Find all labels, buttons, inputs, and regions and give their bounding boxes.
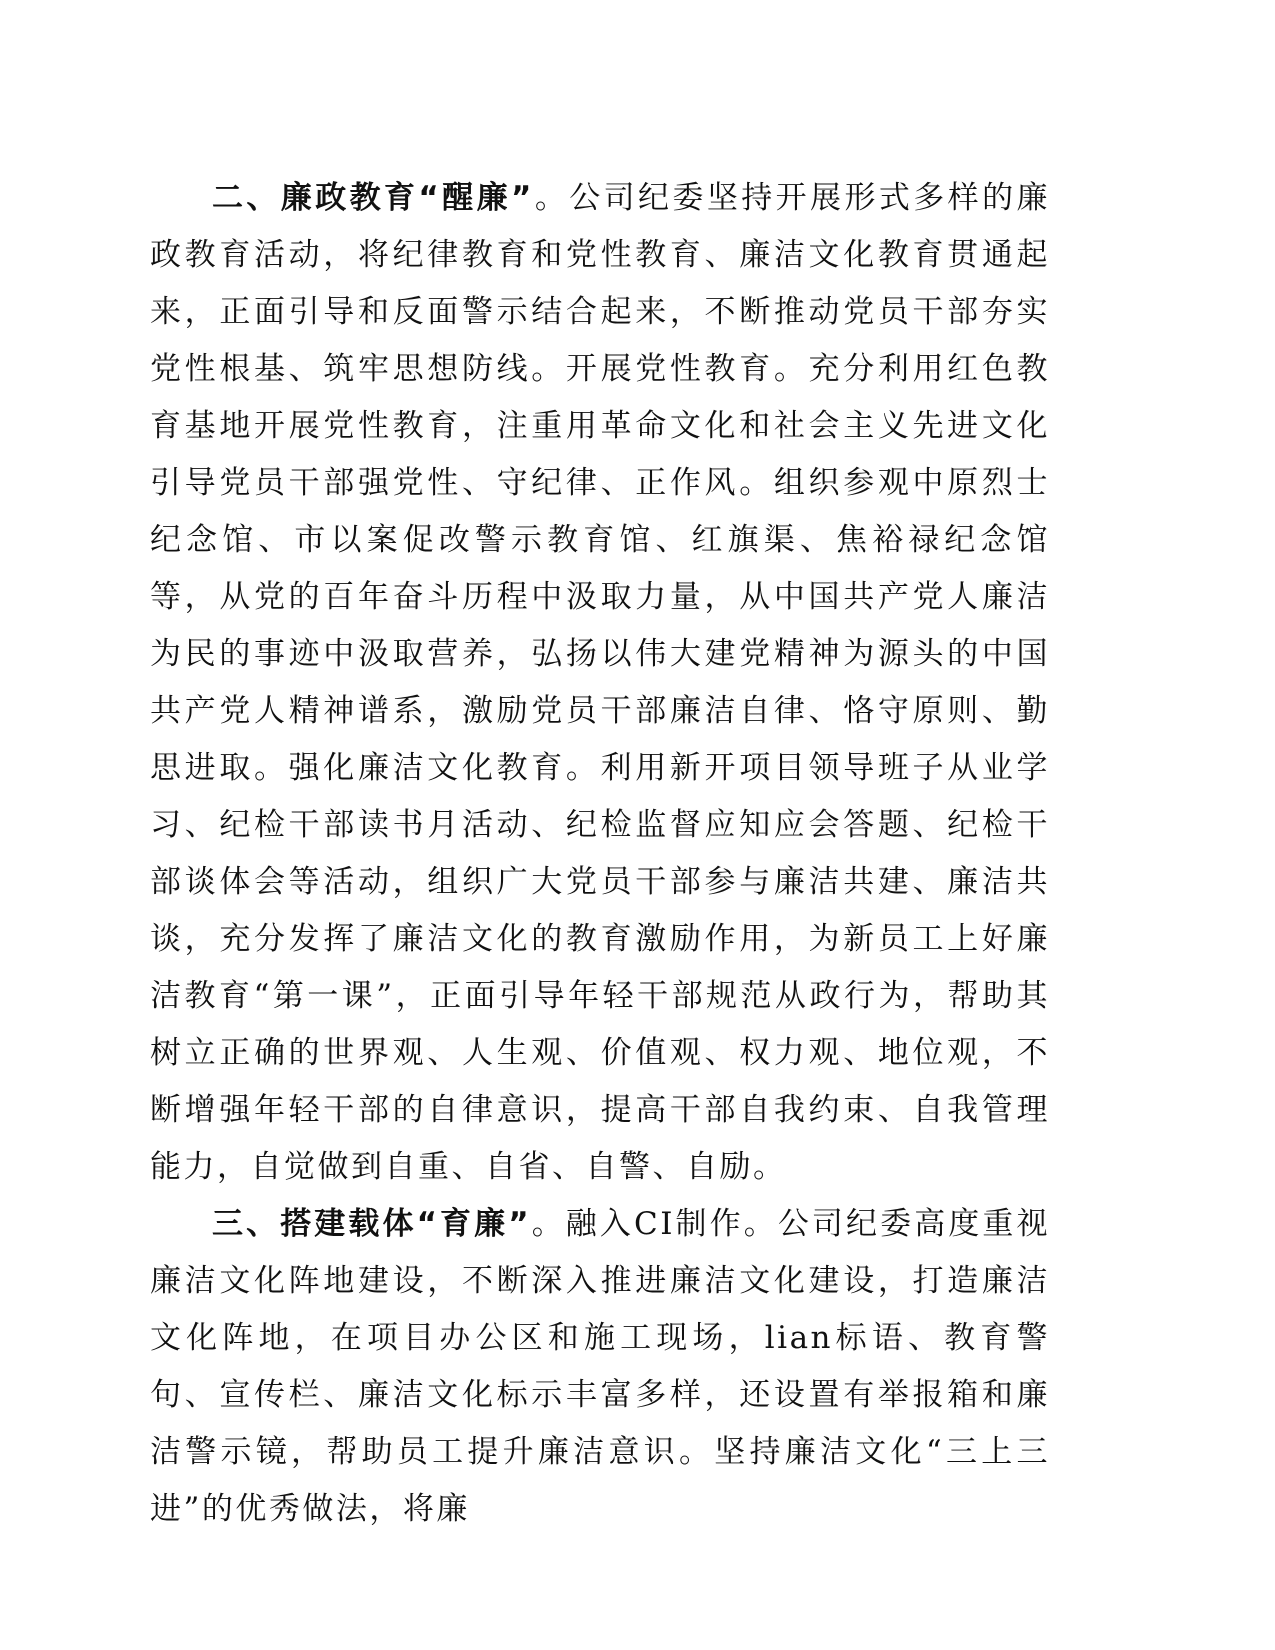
section-heading-carrier-building: 三、搭建载体“育廉”	[212, 1206, 532, 1242]
document-body	[150, 170, 1050, 1538]
paragraph-text: 。公司纪委坚持开展形式多样的廉政教育活动，将纪律教育和党性教育、廉洁文化教育贯通起来，正面引导和反面警示结合起来，不断推动党员干部夯实党性根基、筑牢思想防线。开展党性教育。充分利用红色教育基地开展党性教育，注重用革命文化和社会主义先进文化引导党员干部强党性、守纪律、正作风。组织参观中原烈士纪念馆、市以案促改警示教育馆、红旗渠、焦裕禄纪念馆等，从党的百年奋斗历程中汲取力量，从中国共产党人廉洁为民的事迹中汲取营养，弘扬以伟大建党精神为源头的中国共产党人精神谱系，激励党员干部廉洁自律、恪守原则、勤思进取。强化廉洁文化教育。利用新开项目领导班子从业学习、纪检干部读书月活动、纪检监督应知应会答题、纪检干部谈体会等活动，组织广大党员干部参与廉洁共建、廉洁共谈，充分发挥了廉洁文化的教育激励作用，为新员工上好廉洁教育“第一课”，正面引导年轻干部规范从政行为，帮助其树立正确的世界观、人生观、价值观、权力观、地位观，不断增强年轻干部的自律意识，提高干部自我约束、自我管理能力，自觉做到自重、自省、自警、自励。	[150, 180, 1050, 1185]
paragraph-integrity-education	[150, 170, 1050, 1196]
paragraph-carrier-building	[150, 1196, 1050, 1538]
paragraph-text: 。融入CI制作。公司纪委高度重视廉洁文化阵地建设，不断深入推进廉洁文化建设，打造廉洁文化阵地，在项目办公区和施工现场，lian标语、教育警句、宣传栏、廉洁文化标示丰富多样，还设置有举报箱和廉洁警示镜，帮助员工提升廉洁意识。坚持廉洁文化“三上三进”的优秀做法，将廉	[150, 1206, 1050, 1527]
section-heading-integrity-education: 二、廉政教育“醒廉”	[212, 180, 534, 216]
